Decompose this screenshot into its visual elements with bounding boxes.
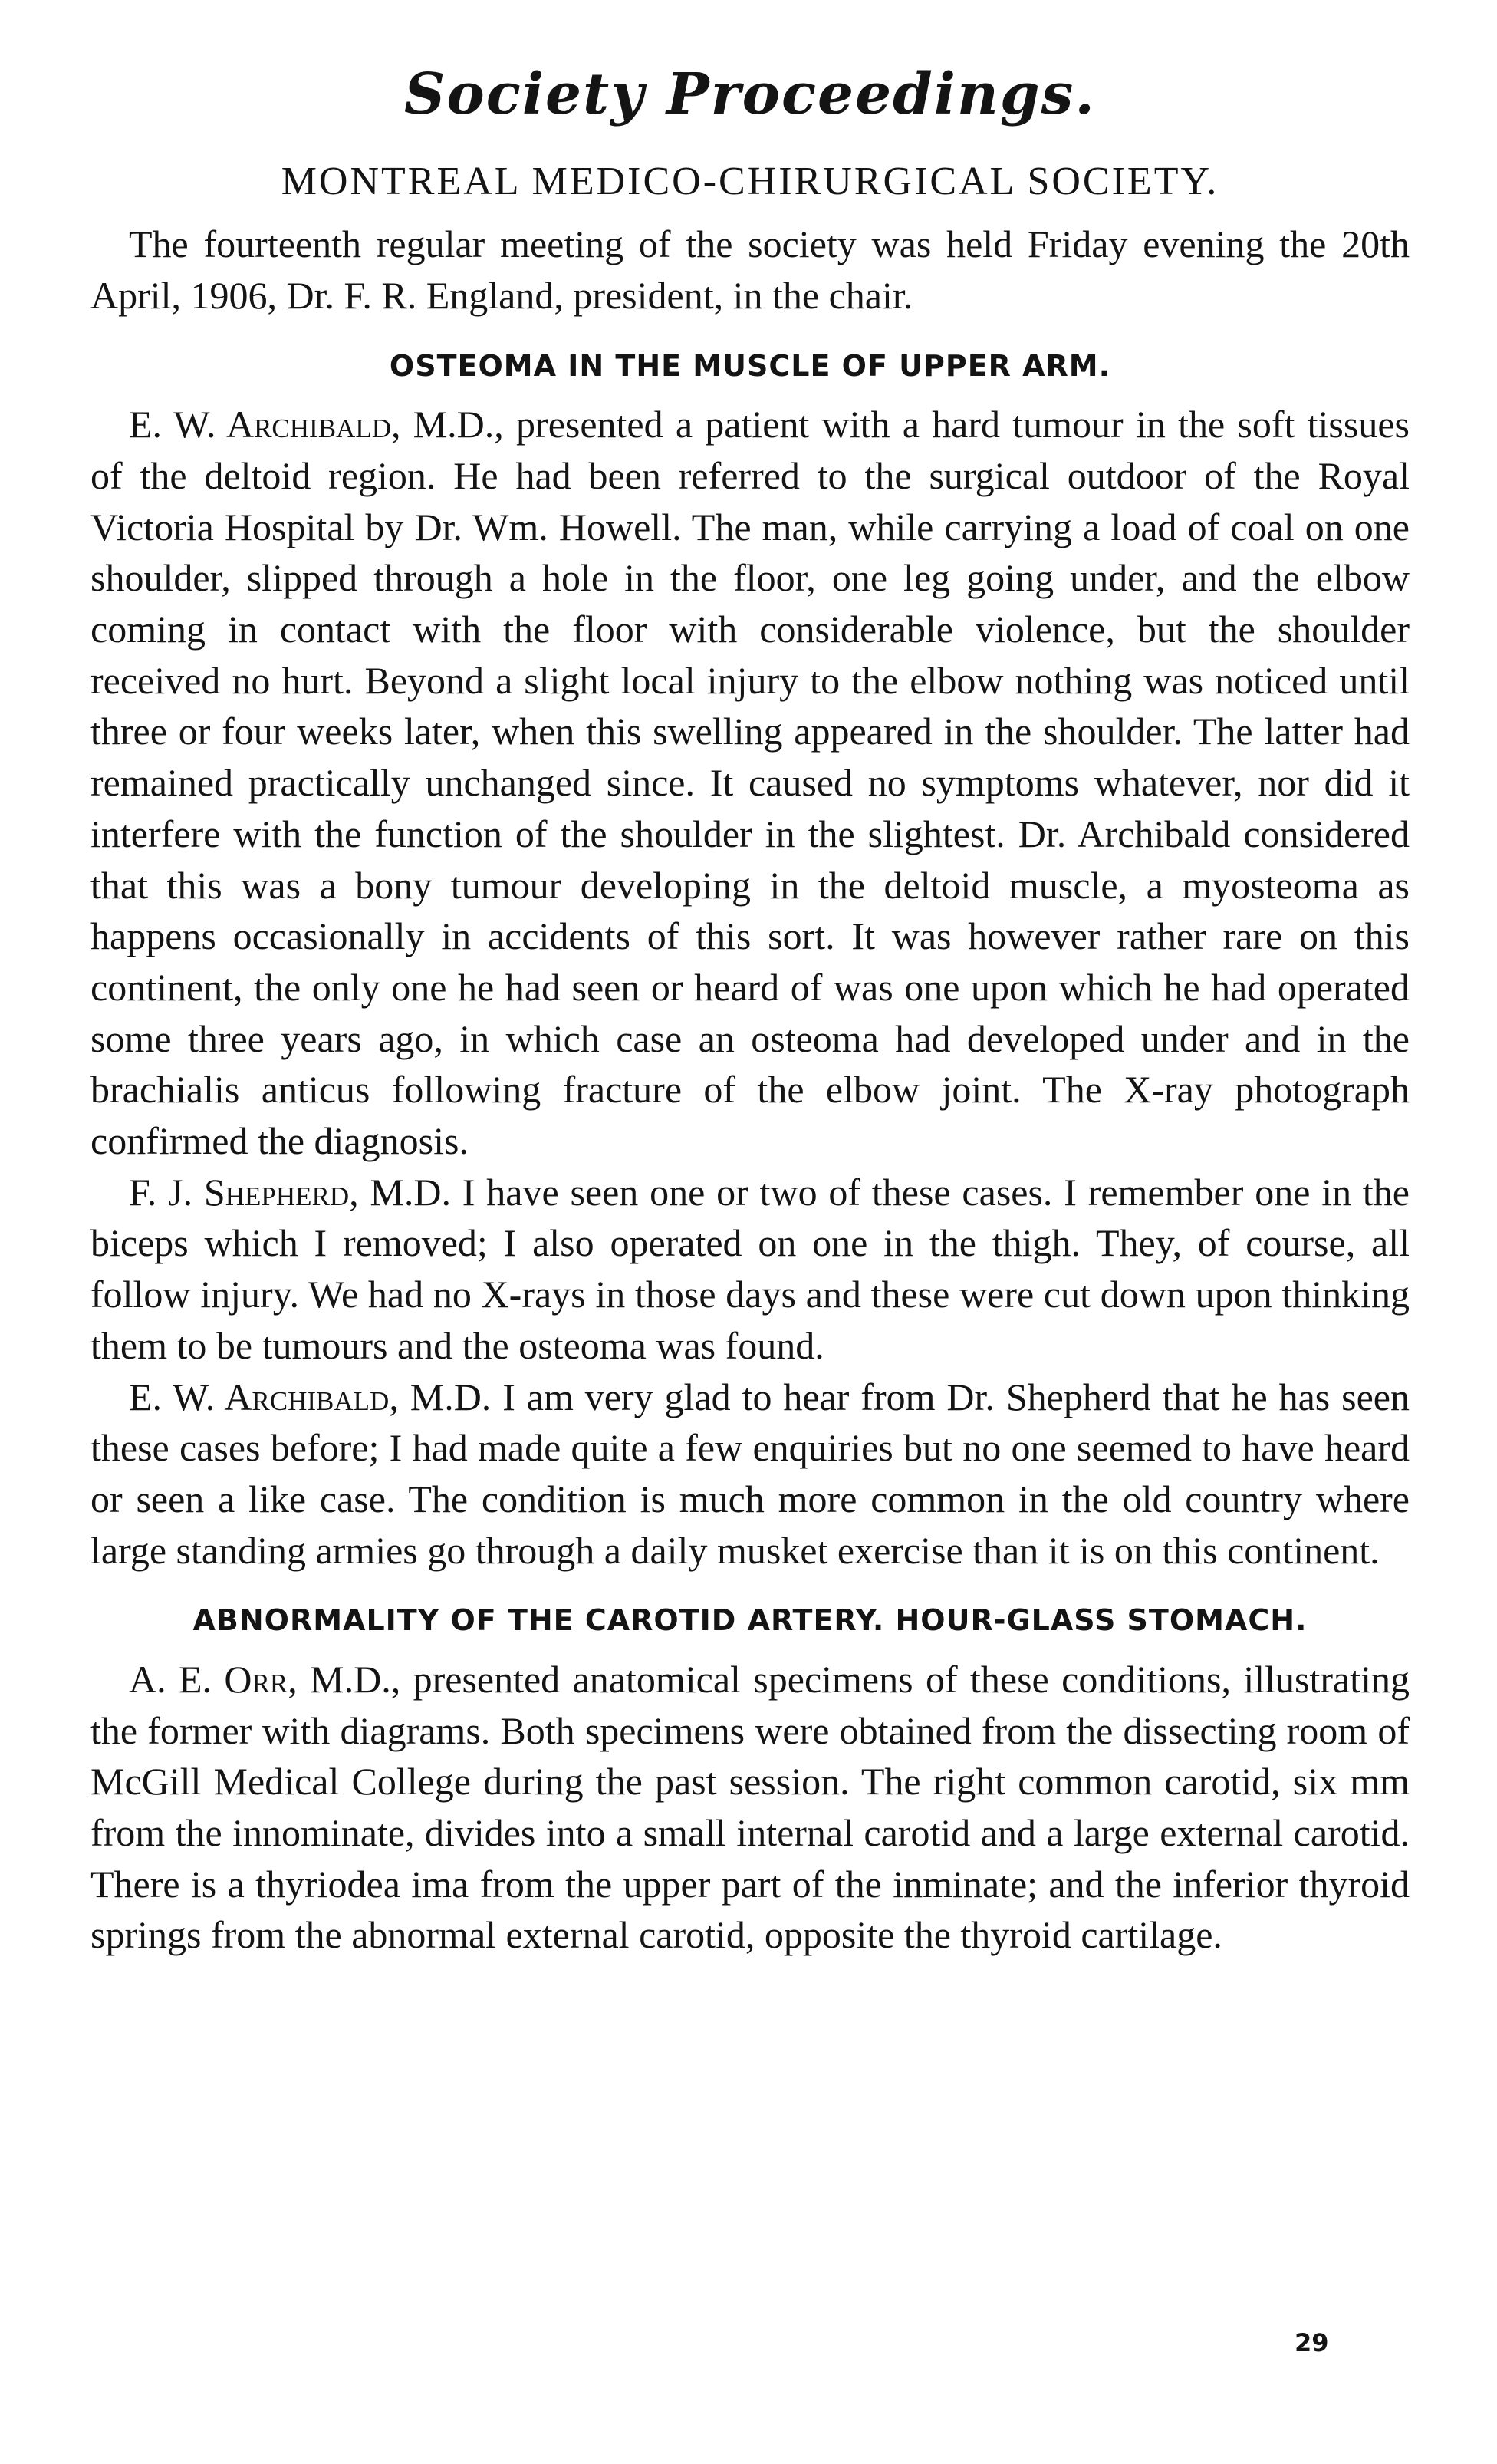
paragraph-text: presented a patient with a hard tumour in the soft tissues of the deltoid region. He had been referred to the surgical outdoor of the Royal Victoria Hospital by Dr. Wm. Howell. The man, while carrying a load of coal on one shoulder, slipped through a hole in the floor, one leg going under, and the elbow coming in contact with the floor with considerable violence, but the shoulder received no hurt. Beyond a slight local injury to the elbow nothing was noticed until three or four weeks later, when this swelling appeared in the shoulder. The latter had remained practically unchanged since. It caused no symptoms whatever, nor did it interfere with the function of the shoulder in the slightest. Dr. Archibald considered that this was a bony tumour developing in the deltoid muscle, a myosteoma as happens occasionally in accidents of this sort. It was however rather rare on this continent, the only one he had seen or heard of was one upon which he had operated some three years ago, in which case an osteoma had developed under and in the brachialis anticus following fracture of the elbow joint. The X-ray photograph confirmed the diagnosis. <box>90 403 1410 1163</box>
page-header-title: Society Proceedings. <box>403 61 1097 127</box>
speaker-name: E. W. Archibald, M.D. <box>129 1375 492 1418</box>
society-heading: MONTREAL MEDICO-CHIRURGICAL SOCIETY. <box>281 160 1219 203</box>
paragraph-archibald-presentation <box>90 399 1410 1167</box>
paragraph-text: I have seen one or two of these cases. I remember one in the biceps which I removed; I also operated on one in the thigh. They, of course, all follow injury. We had no X-rays in those days and these were cut down upon thinking them to be tumours and the osteoma was found. <box>90 1170 1410 1367</box>
paragraph-shepherd-remarks <box>90 1167 1410 1372</box>
page-number: 29 <box>1295 2328 1329 2357</box>
section-heading-carotid: ABNORMALITY OF THE CAROTID ARTERY. HOUR-GLASS STOMACH. <box>192 1603 1308 1638</box>
section-heading-osteoma: OSTEOMA IN THE MUSCLE OF UPPER ARM. <box>389 348 1111 383</box>
paragraph-text: I am very glad to hear from Dr. Shepherd that he has seen these cases before; I had made quite a few enquiries but no one seemed to have heard or seen a like case. The condition is much more common in the old country where large standing armies go through a daily musket exercise than it is on this continent. <box>90 1375 1410 1572</box>
speaker-name: F. J. Shepherd, M.D. <box>129 1170 451 1214</box>
document-page <box>90 61 1410 1961</box>
meeting-intro: The fourteenth regular meeting of the society was held Friday evening the 20th April, 1906, Dr. F. R. England, president, in the chair. <box>90 222 1410 317</box>
paragraph-text: presented anatomical specimens of these conditions, illustrating the former with diagrams. Both specimens were obtained from the dissecting room of McGill Medical College during the past session. The right common carotid, six mm from the innominate, divides into a small internal carotid and a large external carotid. There is a thyriodea ima from the upper part of the inminate; and the inferior thyroid springs from the abnormal external carotid, opposite the thyroid cartilage. <box>90 1657 1410 1957</box>
speaker-name: E. W. Archibald, M.D., <box>129 403 504 446</box>
paragraph-archibald-reply <box>90 1372 1410 1576</box>
speaker-name: A. E. Orr, M.D., <box>129 1657 401 1701</box>
paragraph-orr-presentation <box>90 1654 1410 1961</box>
